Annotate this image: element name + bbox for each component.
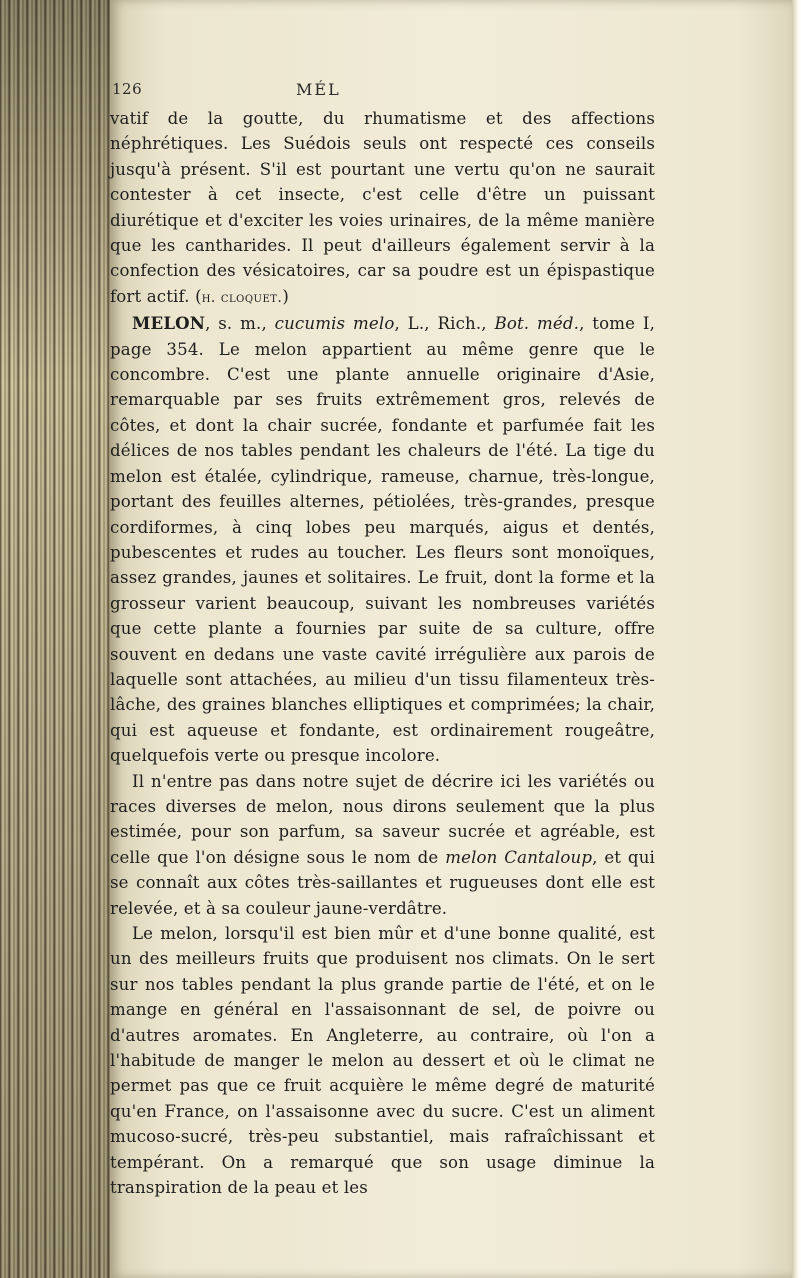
paragraph-text: Le melon, lorsqu'il est bien mûr et d'une bonne qualité, est un des meilleurs fruits que produisent nos climats. On le sert sur nos tables pendant la plus grande partie de l'été, et on le mange en général en l'assaisonnant de sel, de poivre ou d'autres aromates. En Angleterre, au contraire, où l'on a l'habitude de manger le melon au dessert et où le climat ne permet pas que ce fruit acquière le même degré de maturité qu'en France, on l'assaisonne avec du sucre. C'est un aliment mucoso-sucré, très-peu substantiel, mais rafraîchissant et tempérant. On a remarqué que son usage diminue la transpiration de la peau et les: [110, 924, 655, 1198]
running-head: MÉL: [296, 80, 341, 99]
paragraph-usage: [110, 921, 655, 1200]
author-signature: h. cloquet.: [201, 289, 283, 306]
paragraph-text: vatif de la goutte, du rhumatisme et des affections néphrétiques. Les Suédois seuls ont respecté ces conseils jusqu'à présent. S'il est pourtant une vertu qu'on ne saurait contester à cet insecte, c'est celle d'être un puissant diurétique et d'exciter les voies urinaires, de la même manière que les cantharides. Il peut d'ailleurs également servir à la confection des vésicatoires, car sa poudre est un épispastique fort actif. (: [110, 109, 655, 306]
entry-text: , L., Rich.,: [394, 314, 495, 334]
right-page-edge: [792, 0, 801, 1278]
book-edge: [0, 0, 110, 1278]
paragraph-melon-entry: [110, 311, 655, 768]
entry-latin-name: cucumis melo: [274, 314, 395, 334]
entry-reference: Bot. méd.: [494, 314, 580, 334]
page-header: [112, 80, 652, 102]
entry-text: , s. m.,: [205, 314, 275, 334]
paragraph-varieties: [110, 769, 655, 921]
paragraph-text: Il n'entre pas dans notre sujet de décrire ici les variétés ou races diverses de melon, nous dirons seulement que la plus estimée, pour son parfum, sa saveur sucrée et agréable, est celle que l'on désigne sous le nom de: [110, 771, 655, 867]
closing-paren: ): [282, 286, 289, 306]
page-number: 126: [112, 80, 143, 98]
paragraph-cloquet-ending: [110, 106, 655, 311]
entry-text: , tome I, page 354. Le melon appartient au même genre que le concombre. C'est une plante annuelle originaire d'Asie, remarquable par ses fruits extrêmement gros, relevés de côtes, et dont la chair sucrée, fondante et parfumée fait les délices de nos tables pendant les chaleurs de l'été. La tige du melon est étalée, cylindrique, rameuse, charnue, très-longue, portant des feuilles alternes, pétiolées, très-grandes, presque cordiformes, à cinq lobes peu marqués, aigus et dentés, pubescentes et rudes au toucher. Les fleurs sont monoïques, assez grandes, jaunes et solitaires. Le fruit, dont la forme et la grosseur varient beaucoup, suivant les nombreuses variétés que cette plante a fournies par suite de sa culture, offre souvent en dedans une vaste cavité irrégulière aux parois de laquelle sont attachées, au milieu d'un tissu filamenteux très-lâche, des graines blanches elliptiques et comprimées; la chair, qui est aqueuse et fondante, est ordinairement rougeâtre, quelquefois verte ou presque incolore.: [110, 314, 655, 766]
variety-name: melon Cantaloup: [445, 847, 593, 867]
entry-headword: MELON: [132, 313, 206, 334]
body-text: [110, 106, 655, 1200]
paragraph-text: , et qui se connaît aux côtes très-saillantes et rugueuses dont elle est relevée, et à sa couleur jaune-verdâtre.: [110, 847, 655, 918]
